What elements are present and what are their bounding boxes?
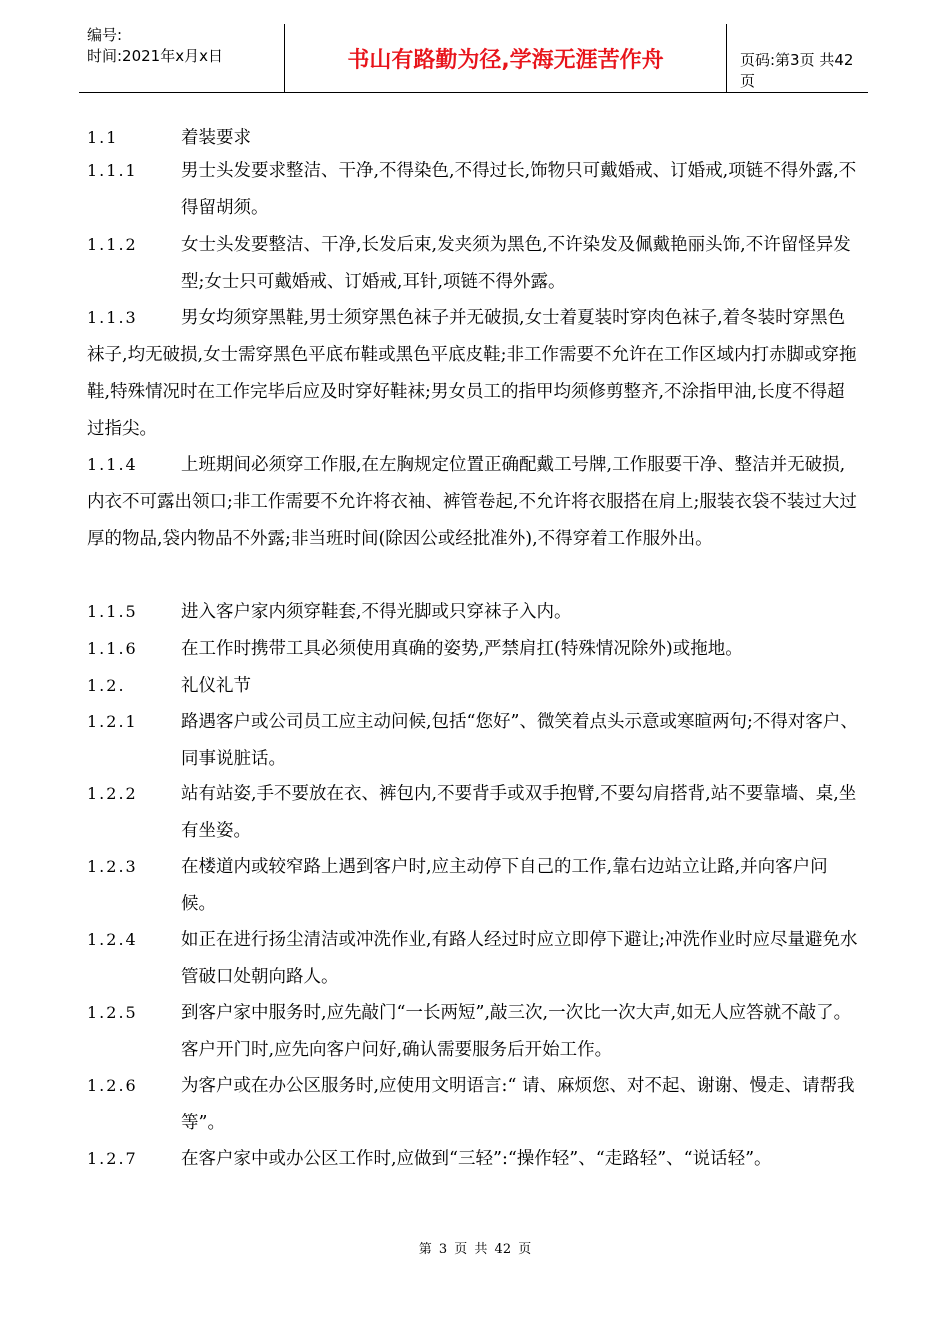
- item-number: 1.1.1: [87, 161, 138, 180]
- item-text: 站有站姿,手不要放在衣、裤包内,不要背手或双手抱臂,不要勾肩搭背,站不要靠墙、桌,坐有坐姿。: [181, 784, 857, 841]
- item-text: 女士头发要整洁、干净,长发后束,发夹须为黑色,不许染发及佩戴艳丽头饰,不许留怪异发型;女士只可戴婚戒、订婚戒,耳针,项链不得外露。: [181, 235, 851, 292]
- item-number: 1.2.6: [87, 1076, 138, 1095]
- item-number: 1.1.2: [87, 235, 138, 254]
- header-middle-cell: [284, 24, 727, 92]
- item-text: 在楼道内或较窄路上遇到客户时,应主动停下自己的工作,靠右边站立让路,并向客户问候。: [181, 857, 828, 914]
- section-text: 着装要求: [181, 128, 251, 148]
- item-number: 1.1.3: [87, 308, 138, 327]
- item-text: 男士头发要求整洁、干净,不得染色,不得过长,饰物只可戴婚戒、订婚戒,项链不得外露,不得留胡须。: [181, 161, 857, 218]
- item-text: 上班期间必须穿工作服,在左胸规定位置正确配戴工号牌,工作服要干净、整洁并无破损,内衣不可露出领口;非工作需要不允许将衣袖、裤管卷起,不允许将衣服搭在肩上;服装衣袋不装过大过厚的物品,袋内物品不外露;非当班时间(除因公或经批准外),不得穿着工作服外出。: [87, 455, 857, 549]
- item-text: 在工作时携带工具必须使用真确的姿势,严禁肩扛(特殊情况除外)或拖地。: [181, 639, 743, 659]
- item-text: 为客户或在办公区服务时,应使用文明语言:“ 请、麻烦您、对不起、谢谢、慢走、请帮我等”。: [181, 1076, 855, 1133]
- item-text: 路遇客户或公司员工应主动问候,包括“您好”、微笑着点头示意或寒暄两句;不得对客户、同事说脏话。: [181, 712, 858, 769]
- item-number: 1.2.5: [87, 1003, 138, 1022]
- item-number: 1.2.2: [87, 784, 138, 803]
- item-number: 1.1.5: [87, 602, 138, 621]
- item-text: 男女均须穿黑鞋,男士须穿黑色袜子并无破损,女士着夏装时穿肉色袜子,着冬装时穿黑色袜子,均无破损,女士需穿黑色平底布鞋或黑色平底皮鞋;非工作需要不允许在工作区域内打赤脚或穿拖鞋,特殊情况时在工作完毕后应及时穿好鞋袜;男女员工的指甲均须修剪整齐,不涂指甲油,长度不得超过指尖。: [87, 308, 857, 439]
- item-text: 在客户家中或办公区工作时,应做到“三轻”:“操作轻”、“走路轻”、“说话轻”。: [181, 1149, 772, 1169]
- header-left-cell: [79, 24, 284, 92]
- item-text: 到客户家中服务时,应先敲门“一长两短”,敲三次,一次比一次大声,如无人应答就不敲了。客户开门时,应先向客户问好,确认需要服务后开始工作。: [181, 1003, 852, 1060]
- header-motto: 书山有路勤为径,学海无涯苦作舟: [347, 48, 664, 73]
- item-number: 1.2.3: [87, 857, 138, 876]
- item-number: 1.2.7: [87, 1149, 138, 1168]
- header-right-cell: [727, 24, 868, 92]
- item-text: 如正在进行扬尘清洁或冲洗作业,有路人经过时应立即停下避让;冲洗作业时应尽量避免水管破口处朝向路人。: [181, 930, 858, 987]
- section-number: 1.2.: [87, 676, 126, 695]
- header-page-number: 页码:第3页 共42页: [740, 51, 854, 90]
- document-date: 时间:2021年x月x日: [87, 47, 223, 65]
- document-code-label: 编号:: [87, 26, 123, 44]
- item-number: 1.2.4: [87, 930, 138, 949]
- section-number: 1.1: [87, 128, 119, 147]
- item-number: 1.2.1: [87, 712, 138, 731]
- section-text: 礼仪礼节: [181, 676, 251, 696]
- item-text: 进入客户家内须穿鞋套,不得光脚或只穿袜子入内。: [181, 602, 572, 622]
- item-number: 1.1.4: [87, 455, 138, 474]
- page-header: [79, 24, 868, 93]
- item-number: 1.1.6: [87, 639, 138, 658]
- page-footer: 第 3 页 共 42 页: [418, 1242, 532, 1257]
